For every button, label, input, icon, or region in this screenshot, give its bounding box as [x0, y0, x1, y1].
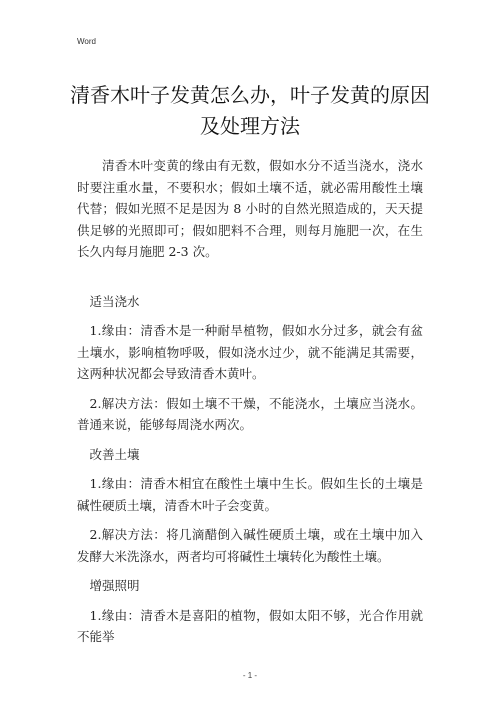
document-body [77, 155, 423, 648]
watering-cause-paragraph: 1.缘由：清香木是一种耐旱植物，假如水分过多，就会有盆土壤水，影响植物呼吸，假如浇水过少，就不能满足其需要，这两种状况都会导致清香木黄叶。 [77, 323, 423, 381]
document-title [60, 80, 440, 142]
intro-paragraph: 清香木叶变黄的缘由有无数，假如水分不适当浇水，浇水时要注重水量，不要积水；假如土壤不适，就必需用酸性土壤代替；假如光照不足是因为 8 小时的自然光照造成的，天天提供足够的光照即可；假如肥料不合理，则每月施肥一次，在生长久内每月施肥 2-3 次。 [77, 158, 423, 259]
lighting-cause-paragraph: 1.缘由：清香木是喜阳的植物，假如太阳不够，光合作用就不能举 [77, 607, 423, 644]
section-heading-watering: 适当浇水 [89, 293, 140, 309]
title-line-2: 及处理方法 [200, 114, 300, 138]
page-number-footer: - 1 - [242, 671, 258, 680]
word-header-label: Word [77, 37, 96, 46]
section-heading-soil: 改善土壤 [89, 446, 140, 462]
soil-solution-paragraph: 2.解决方法：将几滴醋倒入碱性硬质土壤，或在土壤中加入发酵大米洗涤水，两者均可将碱性土壤转化为酸性土壤。 [77, 527, 423, 564]
soil-cause-paragraph: 1.缘由：清香木相宜在酸性土壤中生长。假如生长的土壤是碱性硬质土壤，清香木叶子会变黄。 [77, 476, 423, 513]
title-line-1: 清香木叶子发黄怎么办，叶子发黄的原因 [70, 83, 430, 107]
section-heading-lighting: 增强照明 [89, 578, 140, 593]
watering-solution-paragraph: 2.解决方法：假如土壤不干燥，不能浇水，土壤应当浇水。普通来说，能够每周浇水两次。 [77, 395, 423, 432]
